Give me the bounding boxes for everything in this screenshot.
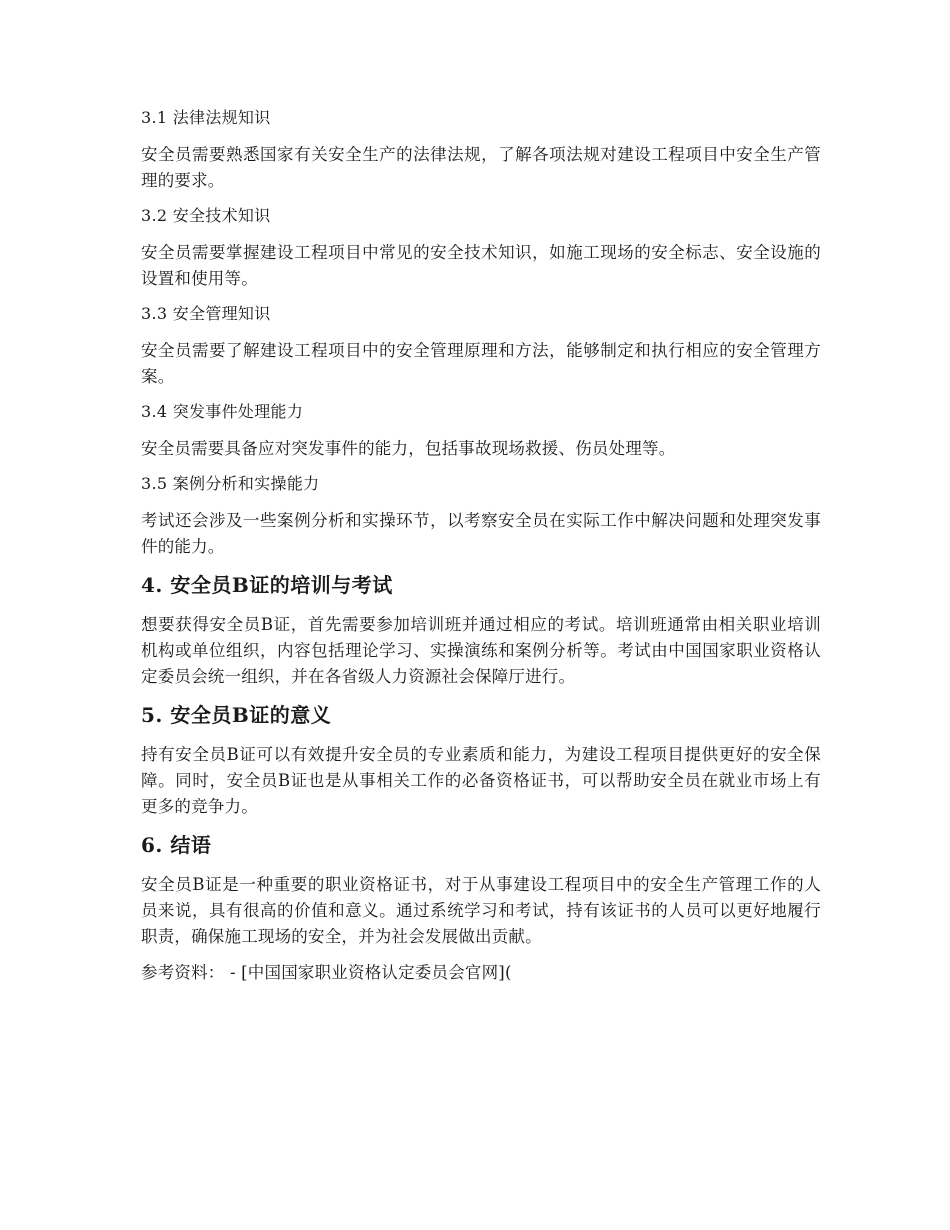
section-3-3-body: 安全员需要了解建设工程项目中的安全管理原理和方法，能够制定和执行相应的安全管理方案。: [141, 341, 821, 386]
section-5-heading: 5. 安全员B证的意义: [141, 703, 332, 727]
section-5-body: 持有安全员B证可以有效提升安全员的专业素质和能力，为建设工程项目提供更好的安全保障。同时，安全员B证也是从事相关工作的必备资格证书，可以帮助安全员在就业市场上有更多的竞争力。: [141, 745, 821, 816]
section-3-3-title: 3.3 安全管理知识: [141, 304, 271, 323]
section-3-2-body: 安全员需要掌握建设工程项目中常见的安全技术知识，如施工现场的安全标志、安全设施的设置和使用等。: [141, 243, 821, 288]
section-3-1-title: 3.1 法律法规知识: [141, 108, 271, 127]
section-4-heading: 4. 安全员B证的培训与考试: [141, 573, 393, 597]
section-3-5-title: 3.5 案例分析和实操能力: [141, 474, 320, 493]
section-4-body: 想要获得安全员B证，首先需要参加培训班并通过相应的考试。培训班通常由相关职业培训机构或单位组织，内容包括理论学习、实操演练和案例分析等。考试由中国国家职业资格认定委员会统一组织，并在各省级人力资源社会保障厅进行。: [141, 615, 821, 686]
section-6-heading: 6. 结语: [141, 833, 212, 857]
section-3-4-title: 3.4 突发事件处理能力: [141, 402, 304, 421]
section-3-4-body: 安全员需要具备应对突发事件的能力，包括事故现场救援、伤员处理等。: [141, 439, 676, 458]
section-3-2-title: 3.2 安全技术知识: [141, 206, 271, 225]
references-line: 参考资料： - [中国国家职业资格认定委员会官网](: [141, 963, 512, 982]
document-page: [141, 106, 821, 986]
section-3-1-body: 安全员需要熟悉国家有关安全生产的法律法规，了解各项法规对建设工程项目中安全生产管理的要求。: [141, 145, 821, 190]
section-3-5-body: 考试还会涉及一些案例分析和实操环节，以考察安全员在实际工作中解决问题和处理突发事件的能力。: [141, 511, 821, 556]
section-6-body: 安全员B证是一种重要的职业资格证书，对于从事建设工程项目中的安全生产管理工作的人员来说，具有很高的价值和意义。通过系统学习和考试，持有该证书的人员可以更好地履行职责，确保施工现场的安全，并为社会发展做出贡献。: [141, 875, 821, 946]
